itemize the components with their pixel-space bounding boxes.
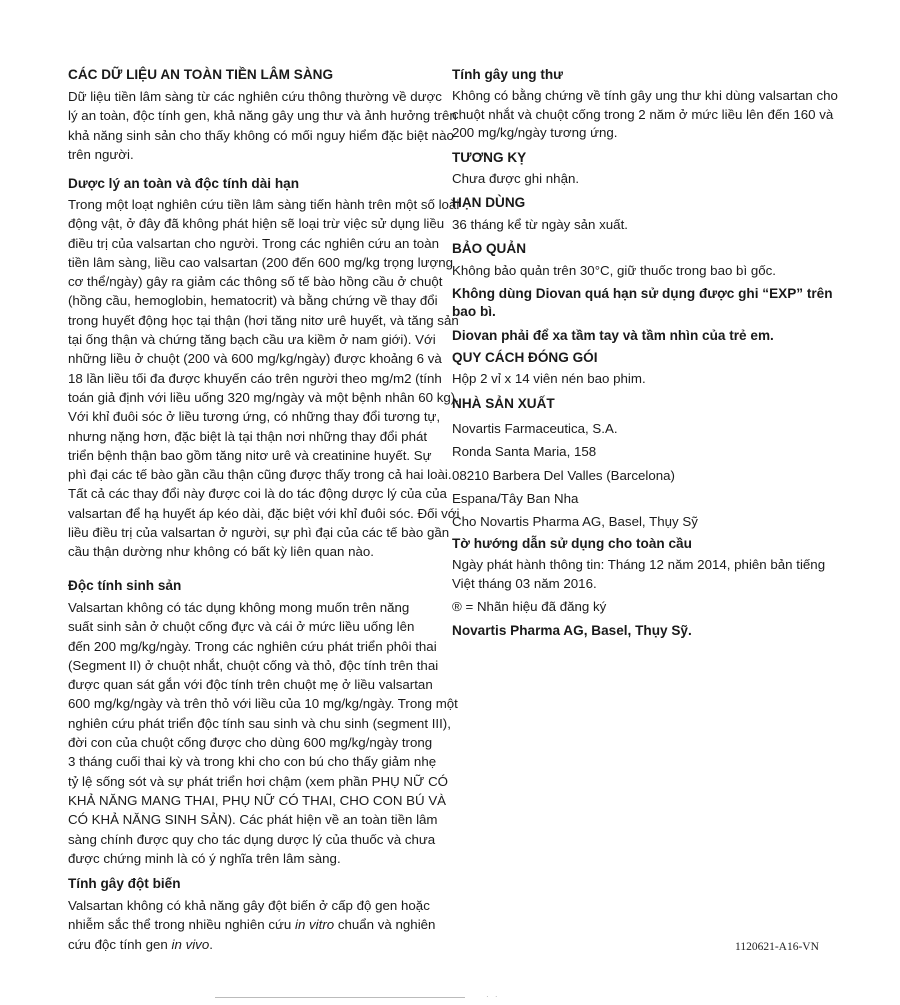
global-leaflet-text [452, 556, 825, 593]
subsection-title-carcinogenicity: Tính gây ung thư [452, 67, 564, 82]
text-line: (hồng cầu, hemoglobin, hematocrit) và bằng chứng về thay đổi [68, 293, 438, 309]
text-line: cơ thể/ngày) gây ra giảm các thông số tế bào hồng cầu ở chuột [68, 274, 443, 290]
text-run: . [209, 936, 213, 952]
text-line: những liều ở chuột (200 và 600 mg/kg/ngày) được khoảng 6 và [68, 351, 442, 367]
footer-divider [215, 997, 465, 998]
warning-expiry [452, 285, 833, 321]
text-line: Espana/Tây Ban Nha [452, 490, 579, 506]
text-line: trong huyết động học tại thận (hơi tăng nitơ urê huyết, và tăng sản [68, 312, 459, 328]
carcinogenicity-paragraph [452, 87, 838, 143]
text-line: Với khỉ đuôi sóc ở liều tương ứng, có những thay đổi tương tự, [68, 409, 441, 425]
section-title-manufacturer: NHÀ SẢN XUẤT [452, 396, 555, 411]
italic-term: in vivo [171, 936, 210, 952]
text-line [68, 935, 435, 954]
incompatibility-text: Chưa được ghi nhận. [452, 171, 580, 186]
text-line: suất sinh sản ở chuột cống đực và cái ở mức liều uống lên [68, 619, 415, 635]
text-line: Không dùng Diovan quá hạn sử dụng được ghi “EXP” trên [452, 286, 833, 301]
packaging-text: Hộp 2 vỉ x 14 viên nén bao phim. [452, 371, 646, 386]
text-line: tỷ lệ sống sót và sự phát triển hơi chậm (xem phần PHỤ NỮ CÓ [68, 773, 449, 789]
mutagenicity-paragraph [68, 896, 435, 954]
text-line: valsartan để hạ huyết áp kéo dài, đặc biệt với khỉ đuôi sóc. Đối với [68, 505, 460, 521]
text-line: bao bì. [452, 304, 496, 319]
reproductive-paragraph [68, 598, 458, 868]
text-line: khả năng sinh sản cho thấy không có mối nguy hiểm đặc biệt nào [68, 127, 454, 143]
text-line: điều trị của valsartan cho người. Trong các nghiên cứu an toàn [68, 235, 439, 251]
section-title-expiry: HẠN DÙNG [452, 195, 526, 210]
text-line: được quan sát gắn với độc tính trên chuột mẹ ở liều valsartan [68, 677, 433, 693]
text-line: CÓ KHẢ NĂNG SINH SẢN). Các phát hiện về an toàn tiền lâm [68, 812, 438, 828]
subsection-title-reproductive: Độc tính sinh sản [68, 578, 182, 593]
text-line: Novartis Farmaceutica, S.A. [452, 421, 618, 436]
text-line: sàng chính được quy cho tác dụng dược lý của thuốc và chưa [68, 831, 436, 847]
company-signature: Novartis Pharma AG, Basel, Thụy Sỹ. [452, 623, 692, 638]
storage-text: Không bảo quản trên 30°C, giữ thuốc trong bao bì gốc. [452, 263, 776, 278]
warning-children: Diovan phải để xa tầm tay và tầm nhìn của trẻ em. [452, 328, 774, 343]
text-line [68, 915, 435, 934]
text-line: Dữ liệu tiền lâm sàng từ các nghiên cứu thông thường về dược [68, 89, 442, 104]
text-line: đời con của chuột cống được cho dùng 600 mg/kg/ngày trong [68, 735, 433, 751]
subsection-title-mutagenicity: Tính gây đột biến [68, 876, 181, 891]
text-line: 3 tháng cuối thai kỳ và trong khi cho con bú cho thấy giảm nhẹ [68, 754, 437, 770]
text-line: nghiên cứu phát triển độc tính sau sinh và chu sinh (segment III), [68, 715, 451, 731]
manufacturer-block [452, 417, 698, 533]
text-line: Ngày phát hành thông tin: Tháng 12 năm 2014, phiên bản tiếng [452, 557, 826, 572]
text-line: 18 lần liều tối đa được khuyến cáo trên người theo mg/m2 (tính [68, 370, 442, 386]
subsection-title-global-leaflet: Tờ hướng dẫn sử dụng cho toàn cầu [452, 536, 692, 551]
text-line: tiền lâm sàng, liều cao valsartan (200 đến 600 mg/kg trọng lượng [68, 254, 453, 270]
text-run: chuẩn và nghiên [334, 917, 436, 933]
text-line: nhưng nặng hơn, đặc biệt là tại thận nơi những thay đổi phát [68, 428, 428, 444]
safety-paragraph [68, 195, 459, 562]
scan-artifact: · · [486, 992, 500, 1001]
text-line: Tất cả các thay đổi này được coi là do tác động dược lý của của [68, 486, 447, 502]
text-run: cứu độc tính gen [68, 936, 172, 952]
section-title-incompatibility: TƯƠNG KỴ [452, 150, 527, 165]
text-line: tại ống thận và chứng tăng bạch cầu ưa kiềm ở nam giới). Với [68, 332, 436, 348]
italic-term: in vitro [294, 917, 335, 933]
text-line: Valsartan không có khả năng gây đột biến ở cấp độ gen hoặc [68, 898, 430, 913]
text-line: KHẢ NĂNG MANG THAI, PHỤ NỮ CÓ THAI, CHO CON BÚ VÀ [68, 792, 447, 808]
trademark-note: ® = Nhãn hiệu đã đăng ký [452, 599, 607, 614]
text-line: Valsartan không có tác dụng không mong muốn trên năng [68, 600, 410, 615]
text-line: Trong một loạt nghiên cứu tiền lâm sàng tiến hành trên một số loài [68, 197, 460, 212]
expiry-text: 36 tháng kể từ ngày sản xuất. [452, 217, 628, 232]
intro-paragraph [68, 87, 457, 164]
text-line: Ronda Santa Maria, 158 [452, 444, 597, 460]
text-line: 600 mg/kg/ngày và trên thỏ với liều của 10 mg/kg/ngày. Trong một [68, 696, 458, 712]
section-title-packaging: QUY CÁCH ĐÓNG GÓI [452, 350, 598, 365]
text-line: lý an toàn, độc tính gen, khả năng gây ung thư và ảnh hưởng trên [68, 108, 457, 124]
text-line: triển bệnh thận bao gồm tăng nitơ urê và creatinine huyết. Sự [68, 447, 432, 463]
section-title-preclinical: CÁC DỮ LIỆU AN TOÀN TIỀN LÂM SÀNG [68, 67, 334, 82]
text-line: Không có bằng chứng về tính gây ung thư khi dùng valsartan cho [452, 88, 838, 103]
text-line: đến 200 mg/kg/ngày. Trong các nghiên cứu phát triển phôi thai [68, 638, 437, 654]
text-line: được chứng minh là có ý nghĩa trên lâm sàng. [68, 850, 341, 866]
subsection-title-safety: Dược lý an toàn và độc tính dài hạn [68, 176, 300, 191]
text-line: chuột nhắt và chuột cống trong 2 năm ở mức liều lên đến 160 và [452, 106, 834, 122]
text-line: (Segment II) ở chuột nhắt, chuột cống và thỏ, độc tính trên thai [68, 657, 439, 673]
text-line: 200 mg/kg/ngày tương ứng. [452, 125, 618, 140]
text-line: phì đại các tế bào gần cầu thận cũng được thấy trong cả hai loài. [68, 467, 452, 483]
text-line: 08210 Barbera Del Valles (Barcelona) [452, 467, 675, 483]
text-line: liều điều trị của valsartan ở người, sự phì đại của các tế bào gần [68, 525, 450, 541]
text-line: cầu thận dường như không có bất kỳ liên quan nào. [68, 544, 374, 560]
text-line: trên người. [68, 146, 134, 162]
text-line: động vật, ở đây đã không phát hiện sẽ loại trừ việc sử dụng liều [68, 216, 445, 232]
section-title-storage: BẢO QUẢN [452, 241, 527, 256]
text-line: Cho Novartis Pharma AG, Basel, Thụy Sỹ [452, 514, 698, 530]
text-line: Việt tháng 03 năm 2016. [452, 575, 597, 591]
text-line: toán giả định với liều uống 320 mg/ngày và một bệnh nhân 60 kg). [68, 389, 459, 405]
text-run: nhiễm sắc thể trong nhiều nghiên cứu [68, 917, 295, 933]
document-code: 1120621-A16-VN [735, 941, 819, 953]
